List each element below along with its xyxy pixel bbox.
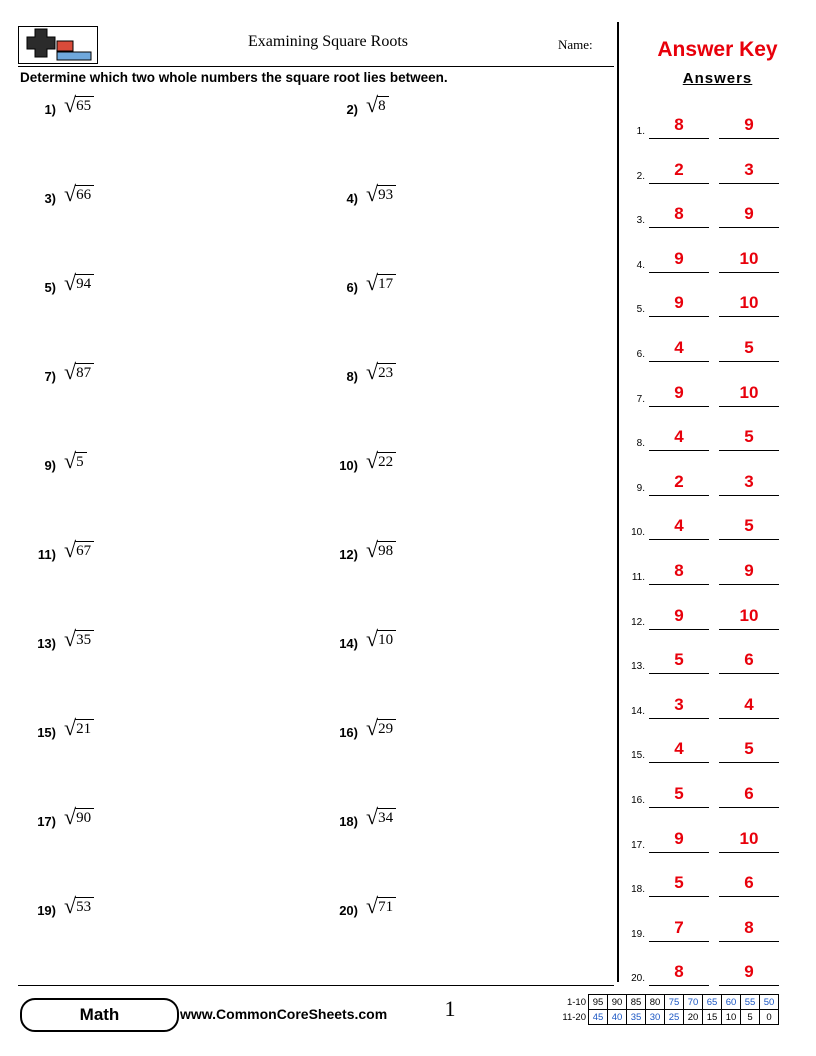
score-cell: 75	[665, 995, 684, 1010]
answer-row	[625, 736, 805, 781]
answer-low[interactable]: 8	[649, 558, 709, 585]
answer-number: 19.	[631, 928, 645, 940]
answer-number: 18.	[631, 884, 645, 896]
answer-row	[625, 380, 805, 425]
answer-number: 4.	[636, 259, 645, 271]
problem-row	[18, 715, 618, 804]
score-cell: 30	[646, 1010, 665, 1025]
answer-high[interactable]: 9	[719, 558, 779, 585]
answer-low[interactable]: 7	[649, 915, 709, 942]
answer-high[interactable]: 10	[719, 246, 779, 273]
answer-row	[625, 915, 805, 960]
answer-row	[625, 424, 805, 469]
square-root-expression: √53	[64, 895, 94, 917]
square-root-expression: √34	[366, 806, 396, 828]
score-cell: 40	[608, 1010, 627, 1025]
problem-number: 17)	[37, 814, 56, 829]
answer-row	[625, 157, 805, 202]
answer-high[interactable]: 4	[719, 692, 779, 719]
score-row-2-label: 11-20	[562, 1011, 586, 1023]
answer-row	[625, 290, 805, 335]
square-root-expression: √93	[366, 183, 396, 205]
problem-number: 10)	[339, 458, 358, 473]
answer-row	[625, 558, 805, 603]
answer-high[interactable]: 10	[719, 603, 779, 630]
score-cell: 0	[760, 1010, 779, 1025]
score-cell: 55	[741, 995, 760, 1010]
answer-low[interactable]: 4	[649, 424, 709, 451]
problem-row	[18, 626, 618, 715]
answer-row	[625, 201, 805, 246]
radicand: 67	[75, 541, 94, 560]
answer-number: 10.	[631, 527, 645, 539]
score-cell: 25	[665, 1010, 684, 1025]
radicand: 23	[377, 363, 396, 382]
problem-row	[18, 181, 618, 270]
square-root-expression: √5	[64, 450, 87, 472]
problem-row	[18, 270, 618, 359]
score-cell: 90	[608, 995, 627, 1010]
problem-number: 16)	[339, 725, 358, 740]
answer-high[interactable]: 3	[719, 157, 779, 184]
problem-number: 1)	[44, 102, 56, 117]
problem-number: 3)	[44, 191, 56, 206]
answer-low[interactable]: 9	[649, 290, 709, 317]
score-row-1-label: 1-10	[566, 996, 586, 1008]
website-url[interactable]: www.CommonCoreSheets.com	[180, 1006, 388, 1022]
square-root-expression: √23	[366, 361, 396, 383]
square-root-expression: √90	[64, 806, 94, 828]
problem-number: 11)	[37, 547, 56, 562]
problem-row	[18, 893, 618, 982]
header-divider	[18, 66, 614, 67]
problem-number: 20)	[339, 903, 358, 918]
answer-low[interactable]: 9	[649, 603, 709, 630]
radicand: 87	[75, 363, 94, 382]
answer-low[interactable]: 4	[649, 513, 709, 540]
answer-low[interactable]: 5	[649, 647, 709, 674]
problems-list	[18, 92, 618, 982]
score-cell: 5	[741, 1010, 760, 1025]
score-cell: 80	[646, 995, 665, 1010]
answer-low[interactable]: 8	[649, 959, 709, 986]
answer-low[interactable]: 9	[649, 826, 709, 853]
answer-high[interactable]: 3	[719, 469, 779, 496]
score-cell: 10	[722, 1010, 741, 1025]
problem-row	[18, 359, 618, 448]
answer-row	[625, 692, 805, 737]
answer-key-title: Answer Key	[657, 38, 778, 61]
answer-low[interactable]: 4	[649, 335, 709, 362]
answer-number: 3.	[636, 215, 645, 227]
answer-number: 11.	[631, 571, 645, 583]
score-cell: 70	[684, 995, 703, 1010]
worksheet-header	[18, 26, 618, 64]
footer-divider	[18, 985, 614, 986]
instructions-text: Determine which two whole numbers the square root lies between.	[20, 70, 448, 85]
score-cell: 50	[760, 995, 779, 1010]
radicand: 21	[75, 719, 94, 738]
radicand: 71	[377, 897, 396, 916]
answer-row	[625, 603, 805, 648]
answer-number: 9.	[636, 482, 645, 494]
problem-row	[18, 92, 618, 181]
answer-high[interactable]: 5	[719, 335, 779, 362]
score-cell: 65	[703, 995, 722, 1010]
square-root-expression: √94	[64, 272, 94, 294]
answer-high[interactable]: 10	[719, 380, 779, 407]
answer-low[interactable]: 4	[649, 736, 709, 763]
answer-number: 12.	[631, 616, 645, 628]
problem-row	[18, 448, 618, 537]
answer-number: 5.	[636, 304, 645, 316]
radicand: 8	[377, 96, 389, 115]
score-row-2	[558, 1010, 779, 1025]
page-title: Examining Square Roots	[248, 33, 408, 50]
score-cell: 45	[589, 1010, 608, 1025]
score-cell: 85	[627, 995, 646, 1010]
score-cell: 15	[703, 1010, 722, 1025]
problem-number: 18)	[339, 814, 358, 829]
radicand: 98	[377, 541, 396, 560]
answer-low[interactable]: 5	[649, 781, 709, 808]
answer-row	[625, 870, 805, 915]
problem-number: 14)	[339, 636, 358, 651]
answer-row	[625, 826, 805, 871]
score-row-1	[558, 995, 779, 1010]
square-root-expression: √35	[64, 628, 94, 650]
answer-number: 2.	[636, 170, 645, 182]
square-root-expression: √29	[366, 717, 396, 739]
answer-low[interactable]: 8	[649, 112, 709, 139]
answer-low[interactable]: 8	[649, 201, 709, 228]
answer-row	[625, 112, 805, 157]
answer-low[interactable]: 9	[649, 246, 709, 273]
radicand: 94	[75, 274, 94, 293]
answer-number: 15.	[631, 750, 645, 762]
score-cell: 20	[684, 1010, 703, 1025]
square-root-expression: √67	[64, 539, 94, 561]
answer-number: 14.	[631, 705, 645, 717]
square-root-expression: √17	[366, 272, 396, 294]
radicand: 35	[75, 630, 94, 649]
commoncoresheets-plus-logo-icon	[18, 26, 98, 64]
answer-high[interactable]: 5	[719, 513, 779, 540]
problem-row	[18, 804, 618, 893]
radicand: 22	[377, 452, 396, 471]
answer-number: 6.	[636, 348, 645, 360]
score-cell: 35	[627, 1010, 646, 1025]
answer-number: 1.	[636, 126, 645, 137]
answer-number: 8.	[636, 438, 645, 450]
answer-low[interactable]: 9	[649, 380, 709, 407]
radicand: 53	[75, 897, 94, 916]
name-label: Name:	[558, 37, 593, 52]
answer-high[interactable]: 9	[719, 201, 779, 228]
answer-low[interactable]: 3	[649, 692, 709, 719]
square-root-expression: √87	[64, 361, 94, 383]
square-root-expression: √8	[366, 94, 389, 116]
problem-row	[18, 537, 618, 626]
score-table	[558, 994, 779, 1025]
radicand: 65	[75, 96, 94, 115]
square-root-expression: √98	[366, 539, 396, 561]
answer-row	[625, 647, 805, 692]
radicand: 93	[377, 185, 396, 204]
answer-row	[625, 469, 805, 514]
problem-number: 8)	[346, 369, 358, 384]
answer-number: 13.	[631, 661, 645, 673]
problem-number: 12)	[339, 547, 358, 562]
problem-number: 15)	[37, 725, 56, 740]
subject-badge: Math	[20, 998, 179, 1032]
page-number: 1	[444, 996, 456, 1021]
answer-low[interactable]: 2	[649, 157, 709, 184]
problem-number: 9)	[44, 458, 56, 473]
square-root-expression: √66	[64, 183, 94, 205]
answer-number: 7.	[636, 393, 645, 405]
score-cell: 95	[589, 995, 608, 1010]
answer-number: 20.	[631, 973, 645, 985]
answer-number: 17.	[631, 839, 645, 851]
radicand: 90	[75, 808, 94, 827]
radicand: 34	[377, 808, 396, 827]
answer-high[interactable]: 5	[719, 736, 779, 763]
answer-high[interactable]: 6	[719, 647, 779, 674]
answer-high[interactable]: 9	[719, 959, 779, 986]
answer-high[interactable]: 8	[719, 915, 779, 942]
square-root-expression: √21	[64, 717, 94, 739]
radicand: 66	[75, 185, 94, 204]
problem-number: 6)	[346, 280, 358, 295]
answer-key-divider	[617, 22, 619, 982]
answer-key-list	[625, 112, 805, 1004]
answer-low[interactable]: 2	[649, 469, 709, 496]
problem-number: 2)	[346, 102, 358, 117]
answers-heading: Answers	[682, 70, 753, 87]
radicand: 29	[377, 719, 396, 738]
answer-row	[625, 335, 805, 380]
answer-high[interactable]: 10	[719, 290, 779, 317]
square-root-expression: √65	[64, 94, 94, 116]
answer-high[interactable]: 6	[719, 870, 779, 897]
radicand: 10	[377, 630, 396, 649]
problem-number: 19)	[37, 903, 56, 918]
answer-high[interactable]: 6	[719, 781, 779, 808]
radicand: 17	[377, 274, 396, 293]
problem-number: 13)	[37, 636, 56, 651]
square-root-expression: √10	[366, 628, 396, 650]
answer-number: 16.	[631, 794, 645, 806]
problem-number: 7)	[44, 369, 56, 384]
answer-low[interactable]: 5	[649, 870, 709, 897]
radicand: 5	[75, 452, 87, 471]
answer-high[interactable]: 9	[719, 112, 779, 139]
answer-high[interactable]: 5	[719, 424, 779, 451]
square-root-expression: √22	[366, 450, 396, 472]
answer-row	[625, 781, 805, 826]
answer-row	[625, 246, 805, 291]
problem-number: 5)	[44, 280, 56, 295]
square-root-expression: √71	[366, 895, 396, 917]
answer-high[interactable]: 10	[719, 826, 779, 853]
score-cell: 60	[722, 995, 741, 1010]
problem-number: 4)	[346, 191, 358, 206]
answer-row	[625, 513, 805, 558]
